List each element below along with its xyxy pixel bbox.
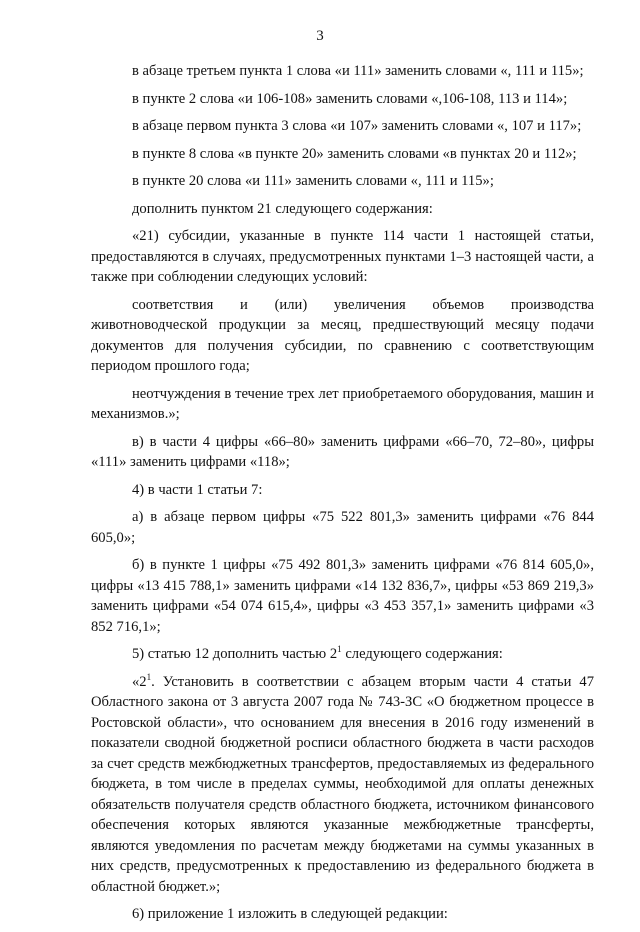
- paragraph-8: соответствия и (или) увеличения объемов производства животноводческой продукции за месяц, предшествующий месяцу подачи документов для получения субсидии, по сравнению с соответствующим периодом прошлого года;: [91, 296, 594, 374]
- article12-intro-superscript: 1: [337, 644, 342, 655]
- paragraph-13: б) в пункте 1 цифры «75 492 801,3» заменить цифрами «76 814 605,0», цифры «13 415 788,1» заменить цифрами «14 132 836,7», цифры «53 869 219,3» заменить цифрами «54 074 615,4», цифры «3 453 357,1» заменить цифрами «3 852 716,1»;: [91, 557, 594, 635]
- paragraph-4: в пункте 8 слова «в пункте 20» заменить словами «в пунктах 20 и 112»;: [132, 145, 577, 162]
- paragraph-11: 4) в части 1 статьи 7:: [132, 481, 263, 498]
- document-body: [91, 61, 594, 932]
- paragraph-10: в) в части 4 цифры «66–80» заменить цифрами «66–70, 72–80», цифры «111» заменить цифрами «118»;: [91, 433, 594, 470]
- paragraph-7: «21) субсидии, указанные в пункте 114 части 1 настоящей статьи, предоставляются в случаях, предусмотренных пунктами 1–3 настоящей части, а также при соблюдении следующих условий:: [91, 228, 594, 285]
- article12-quote-open: «2: [132, 673, 147, 690]
- article12-intro-tail: следующего содержания:: [341, 646, 503, 662]
- paragraph-1: в абзаце третьем пункта 1 слова «и 111» заменить словами «, 111 и 115»;: [132, 63, 584, 79]
- article12-quote-body: . Установить в соответствии с абзацем вторым части 4 статьи 47 Областного закона от 3 августа 2007 года № 743-ЗС «О бюджетном процессе в Ростовской области», что основанием для внесения в 2016 году изменений в показатели сводной бюджетной росписи областного бюджета в части расходов за счет средств межбюджетных трансфертов, предоставляемых из федерального бюджета, в том числе в пределах суммы, необходимой для оплаты денежных обязательств получателя средств областного бюджета, источником финансового обеспечения которых являются указанные межбюджетные трансферты, являются уведомления по расчетам между бюджетами на суммы указанных в них средств, предусмотренных к предоставлению из федерального бюджета в областной бюджет.»;: [91, 673, 594, 895]
- article12-intro-text: 5) статью 12 дополнить частью 2: [132, 646, 338, 662]
- page-number: 3: [316, 28, 324, 44]
- paragraph-article12-intro: [91, 644, 594, 665]
- paragraph-12: а) в абзаце первом цифры «75 522 801,3» заменить цифрами «76 844 605,0»;: [91, 509, 594, 546]
- paragraph-final: 6) приложение 1 изложить в следующей редакции:: [132, 906, 448, 922]
- paragraph-article12-quote: [91, 672, 594, 898]
- article12-quote-superscript: 1: [146, 671, 152, 682]
- paragraph-9: неотчуждения в течение трех лет приобретаемого оборудования, машин и механизмов.»;: [91, 385, 594, 422]
- paragraph-2: в пункте 2 слова «и 106-108» заменить словами «,106-108, 113 и 114»;: [132, 90, 568, 107]
- paragraph-5: в пункте 20 слова «и 111» заменить словами «, 111 и 115»;: [132, 173, 494, 189]
- paragraph-3: в абзаце первом пункта 3 слова «и 107» заменить словами «, 107 и 117»;: [132, 118, 582, 134]
- paragraph-6: дополнить пунктом 21 следующего содержания:: [132, 200, 433, 217]
